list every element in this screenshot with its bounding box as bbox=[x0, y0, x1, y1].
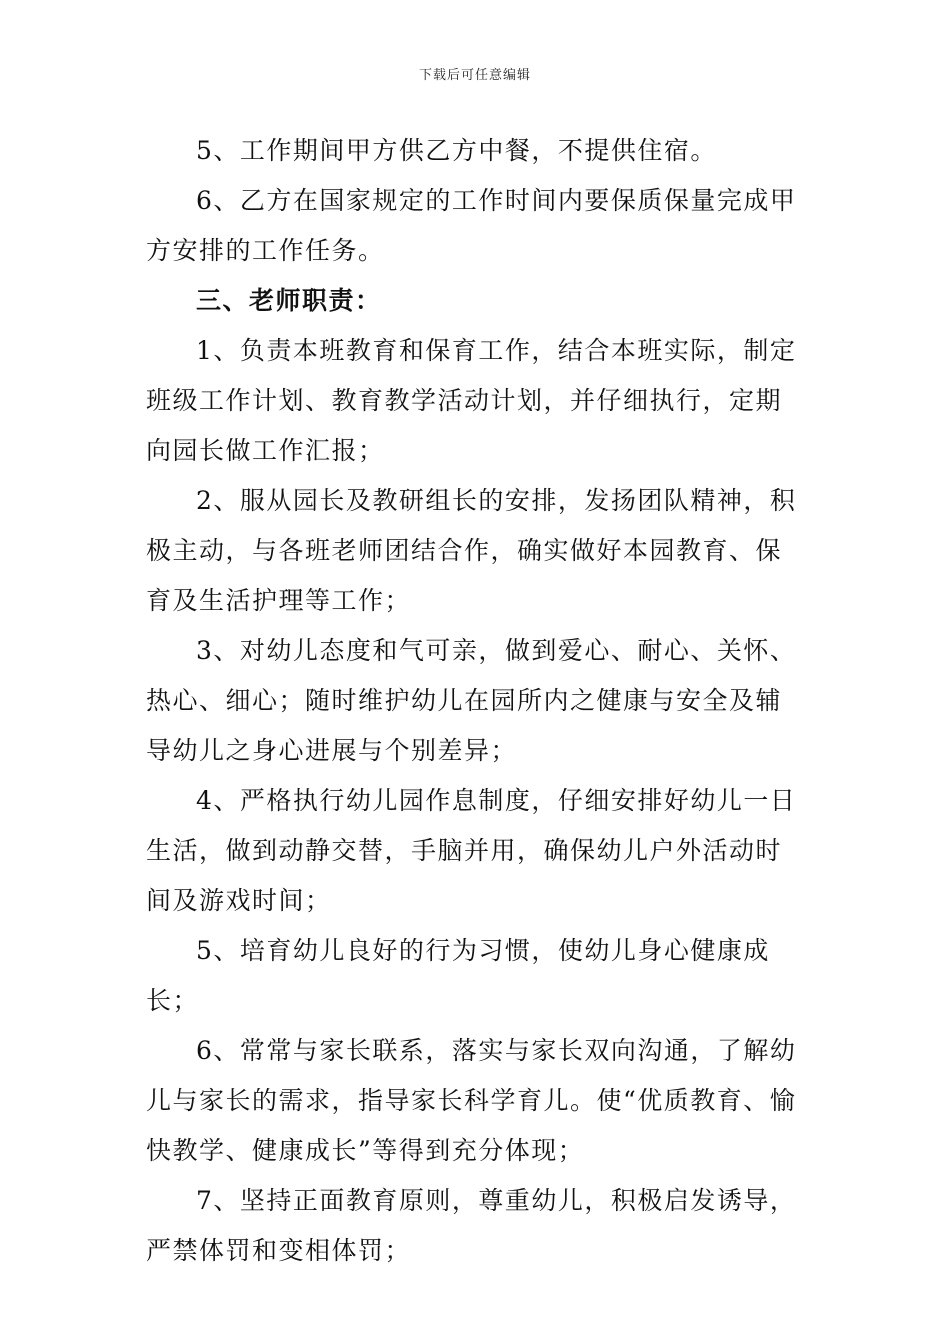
paragraph-duty-4: 4、严格执行幼儿园作息制度，仔细安排好幼儿一日生活，做到动静交替，手脑并用，确保幼儿户外活动时间及游戏时间； bbox=[146, 786, 797, 915]
paragraph-duty-3: 3、对幼儿态度和气可亲，做到爱心、耐心、关怀、热心、细心；随时维护幼儿在园所内之健康与安全及辅导幼儿之身心进展与个别差异； bbox=[146, 636, 797, 765]
paragraph-duty-7: 7、坚持正面教育原则，尊重幼儿，积极启发诱导，严禁体罚和变相体罚； bbox=[146, 1186, 797, 1265]
paragraph-duty-6: 6、常常与家长联系，落实与家长双向沟通，了解幼儿与家长的需求，指导家长科学育儿。使“优质教育、愉快教学、健康成长”等得到充分体现； bbox=[146, 1036, 797, 1165]
page-header-note: 下载后可任意编辑 bbox=[418, 68, 531, 83]
paragraph-duty-2: 2、服从园长及教研组长的安排，发扬团队精神，积极主动，与各班老师团结合作，确实做好本园教育、保育及生活护理等工作； bbox=[146, 486, 797, 615]
section-heading-teacher-duties: 三、老师职责： bbox=[196, 286, 382, 315]
document-body bbox=[146, 126, 806, 1276]
paragraph-clause-5: 5、工作期间甲方供乙方中餐，不提供住宿。 bbox=[196, 136, 717, 165]
paragraph-duty-1: 1、负责本班教育和保育工作，结合本班实际，制定班级工作计划、教育教学活动计划，并仔细执行，定期向园长做工作汇报； bbox=[146, 336, 797, 465]
paragraph-clause-6: 6、乙方在国家规定的工作时间内要保质保量完成甲方安排的工作任务。 bbox=[146, 186, 797, 265]
paragraph-duty-5: 5、培育幼儿良好的行为习惯，使幼儿身心健康成长； bbox=[146, 936, 770, 1015]
